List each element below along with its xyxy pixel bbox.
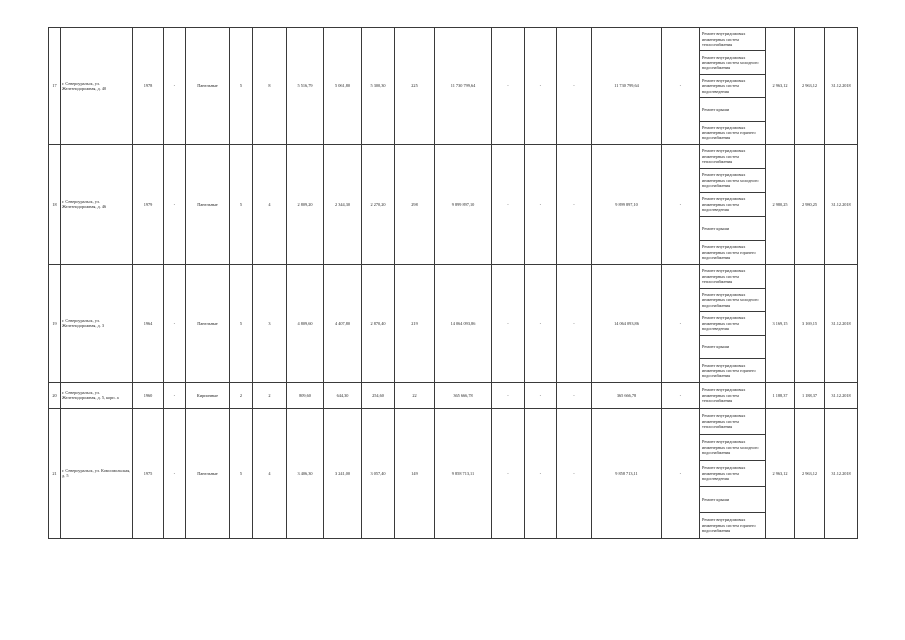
cell-area-living: 2 344,30 [324,144,362,264]
cell-address: г. Североуральск, ул. Комсомольская, д. 5 [61,408,133,538]
cell-cost-total: 365 666,78 [435,382,492,408]
cell-wall: Кирпичные [186,382,230,408]
cell-num: 20 [49,382,61,408]
table-row [49,382,858,408]
cell-area-total: 809,60 [287,382,324,408]
cell-max-cost: 2 963,12 [795,408,825,538]
cell-work-type: Ремонт внутридомовых инженерных систем горячего водоснабжения [700,240,766,264]
cell-dash: - [164,382,186,408]
cell-wall: Панельные [186,408,230,538]
cell-work-type: Ремонт крыши [700,216,766,240]
cell-area-res: 254,60 [362,382,395,408]
cell-entrances: 2 [253,382,287,408]
table-row [49,144,858,168]
cell-d3: - [557,382,592,408]
cell-work-type: Ремонт внутридомовых инженерных систем теплоснабжения [700,28,766,51]
cell-dash: - [164,144,186,264]
cell-residents: 219 [395,264,435,382]
cell-work-type: Ремонт внутридомовых инженерных систем водоотведения [700,460,766,486]
cell-d3: - [557,28,592,145]
cell-cost-owner: 9 899 897,10 [592,144,662,264]
cell-work-type: Ремонт крыши [700,486,766,512]
cell-unit-cost: 2 963,12 [766,28,795,145]
cell-dash: - [164,28,186,145]
cell-max-cost: 1 188,37 [795,382,825,408]
cell-year: 1975 [133,408,164,538]
cell-year: 1964 [133,264,164,382]
cell-work-type: Ремонт внутридомовых инженерных систем теплоснабжения [700,144,766,168]
cell-d4: - [662,28,700,145]
cell-dash: - [164,264,186,382]
cell-deadline: 31.12.2018 [825,382,858,408]
cell-area-res: 2 270,20 [362,144,395,264]
cell-num: 18 [49,144,61,264]
cell-cost-total: 9 899 897,10 [435,144,492,264]
cell-floors: 5 [230,28,253,145]
cell-wall: Панельные [186,264,230,382]
cell-cost-total: 9 858 713,11 [435,408,492,538]
cell-work-type: Ремонт внутридомовых инженерных систем водоотведения [700,312,766,336]
cell-d4: - [662,264,700,382]
cell-area-living: 4 407,80 [324,264,362,382]
cell-d2: - [525,28,557,145]
cell-wall: Панельные [186,28,230,145]
cell-area-living: 3 241,00 [324,408,362,538]
cell-deadline: 31.12.2018 [825,408,858,538]
cell-d1: - [492,28,525,145]
cell-work-type: Ремонт внутридомовых инженерных систем горячего водоснабжения [700,512,766,538]
cell-area-living: 644,30 [324,382,362,408]
cell-area-living: 5 061,80 [324,28,362,145]
cell-cost-owner: 9 858 713,11 [592,408,662,538]
cell-residents: 298 [395,144,435,264]
cell-max-cost: 3 169,15 [795,264,825,382]
cell-cost-owner: 14 064 093,86 [592,264,662,382]
cell-entrances: 3 [253,264,287,382]
cell-work-type: Ремонт внутридомовых инженерных систем горячего водоснабжения [700,359,766,383]
cell-entrances: 8 [253,28,287,145]
cell-deadline: 31.12.2018 [825,264,858,382]
cell-d1: - [492,382,525,408]
cell-num: 21 [49,408,61,538]
cell-work-type: Ремонт внутридомовых инженерных систем холодного водоснабжения [700,51,766,74]
cell-work-type: Ремонт внутридомовых инженерных систем водоотведения [700,192,766,216]
cell-area-res: 2 870,40 [362,264,395,382]
cell-unit-cost: 2 980,25 [766,144,795,264]
cell-d2: - [525,144,557,264]
cell-year: 1960 [133,382,164,408]
cell-num: 17 [49,28,61,145]
cell-floors: 5 [230,264,253,382]
cell-floors: 2 [230,382,253,408]
cell-floors: 5 [230,408,253,538]
table-row [49,28,858,51]
cell-d3: - [557,144,592,264]
cell-unit-cost: 1 188,37 [766,382,795,408]
cell-work-type: Ремонт внутридомовых инженерных систем холодного водоснабжения [700,288,766,312]
cell-address: г. Североуральск, ул. Железнодорожная, д. 46 [61,144,133,264]
cell-cost-total: 11 730 799,64 [435,28,492,145]
cell-work-type: Ремонт крыши [700,98,766,121]
cell-dash: - [164,408,186,538]
cell-d1: - [492,264,525,382]
cell-entrances: 4 [253,144,287,264]
cell-max-cost: 2 963,12 [795,28,825,145]
cell-floors: 5 [230,144,253,264]
cell-cost-owner: 365 666,78 [592,382,662,408]
cell-d4: - [662,144,700,264]
cell-work-type: Ремонт внутридомовых инженерных систем холодного водоснабжения [700,168,766,192]
cell-work-type: Ремонт внутридомовых инженерных систем холодного водоснабжения [700,434,766,460]
cell-residents: 22 [395,382,435,408]
cell-residents: 149 [395,408,435,538]
cell-area-total: 4 809,60 [287,264,324,382]
cell-d1: - [492,144,525,264]
cell-d4: - [662,408,700,538]
cell-area-res: 5 300,30 [362,28,395,145]
capital-repair-table [48,27,858,539]
cell-year: 1979 [133,144,164,264]
cell-area-res: 3 057,40 [362,408,395,538]
cell-max-cost: 2 980,25 [795,144,825,264]
cell-unit-cost: 2 963,12 [766,408,795,538]
cell-work-type: Ремонт внутридомовых инженерных систем горячего водоснабжения [700,121,766,144]
cell-address: г. Североуральск, ул. Железнодорожная, д. 5, корп. а [61,382,133,408]
cell-d4: - [662,382,700,408]
cell-cost-owner: 11 730 799,64 [592,28,662,145]
cell-deadline: 31.12.2018 [825,144,858,264]
cell-d2: - [525,408,557,538]
cell-work-type: Ремонт внутридомовых инженерных систем теплоснабжения [700,264,766,288]
cell-residents: 225 [395,28,435,145]
cell-deadline: 31.12.2018 [825,28,858,145]
cell-d3: - [557,264,592,382]
table-row [49,264,858,288]
cell-d1: - [492,408,525,538]
cell-address: г. Североуральск, ул. Железнодорожная, д. 40 [61,28,133,145]
cell-wall: Панельные [186,144,230,264]
cell-area-total: 3 406,30 [287,408,324,538]
cell-num: 19 [49,264,61,382]
cell-work-type: Ремонт внутридомовых инженерных систем теплоснабжения [700,408,766,434]
cell-year: 1978 [133,28,164,145]
cell-work-type: Ремонт внутридомовых инженерных систем водоотведения [700,74,766,97]
cell-area-total: 5 516,79 [287,28,324,145]
cell-work-type: Ремонт крыши [700,335,766,359]
cell-d2: - [525,264,557,382]
cell-address: г. Североуральск, ул. Железнодорожная, д. 3 [61,264,133,382]
cell-d2: - [525,382,557,408]
cell-work-type: Ремонт внутридомовых инженерных систем теплоснабжения [700,382,766,408]
cell-area-total: 2 809,20 [287,144,324,264]
cell-unit-cost: 3 169,15 [766,264,795,382]
cell-d3: - [557,408,592,538]
table-row [49,408,858,434]
cell-entrances: 4 [253,408,287,538]
cell-cost-total: 14 064 093,86 [435,264,492,382]
